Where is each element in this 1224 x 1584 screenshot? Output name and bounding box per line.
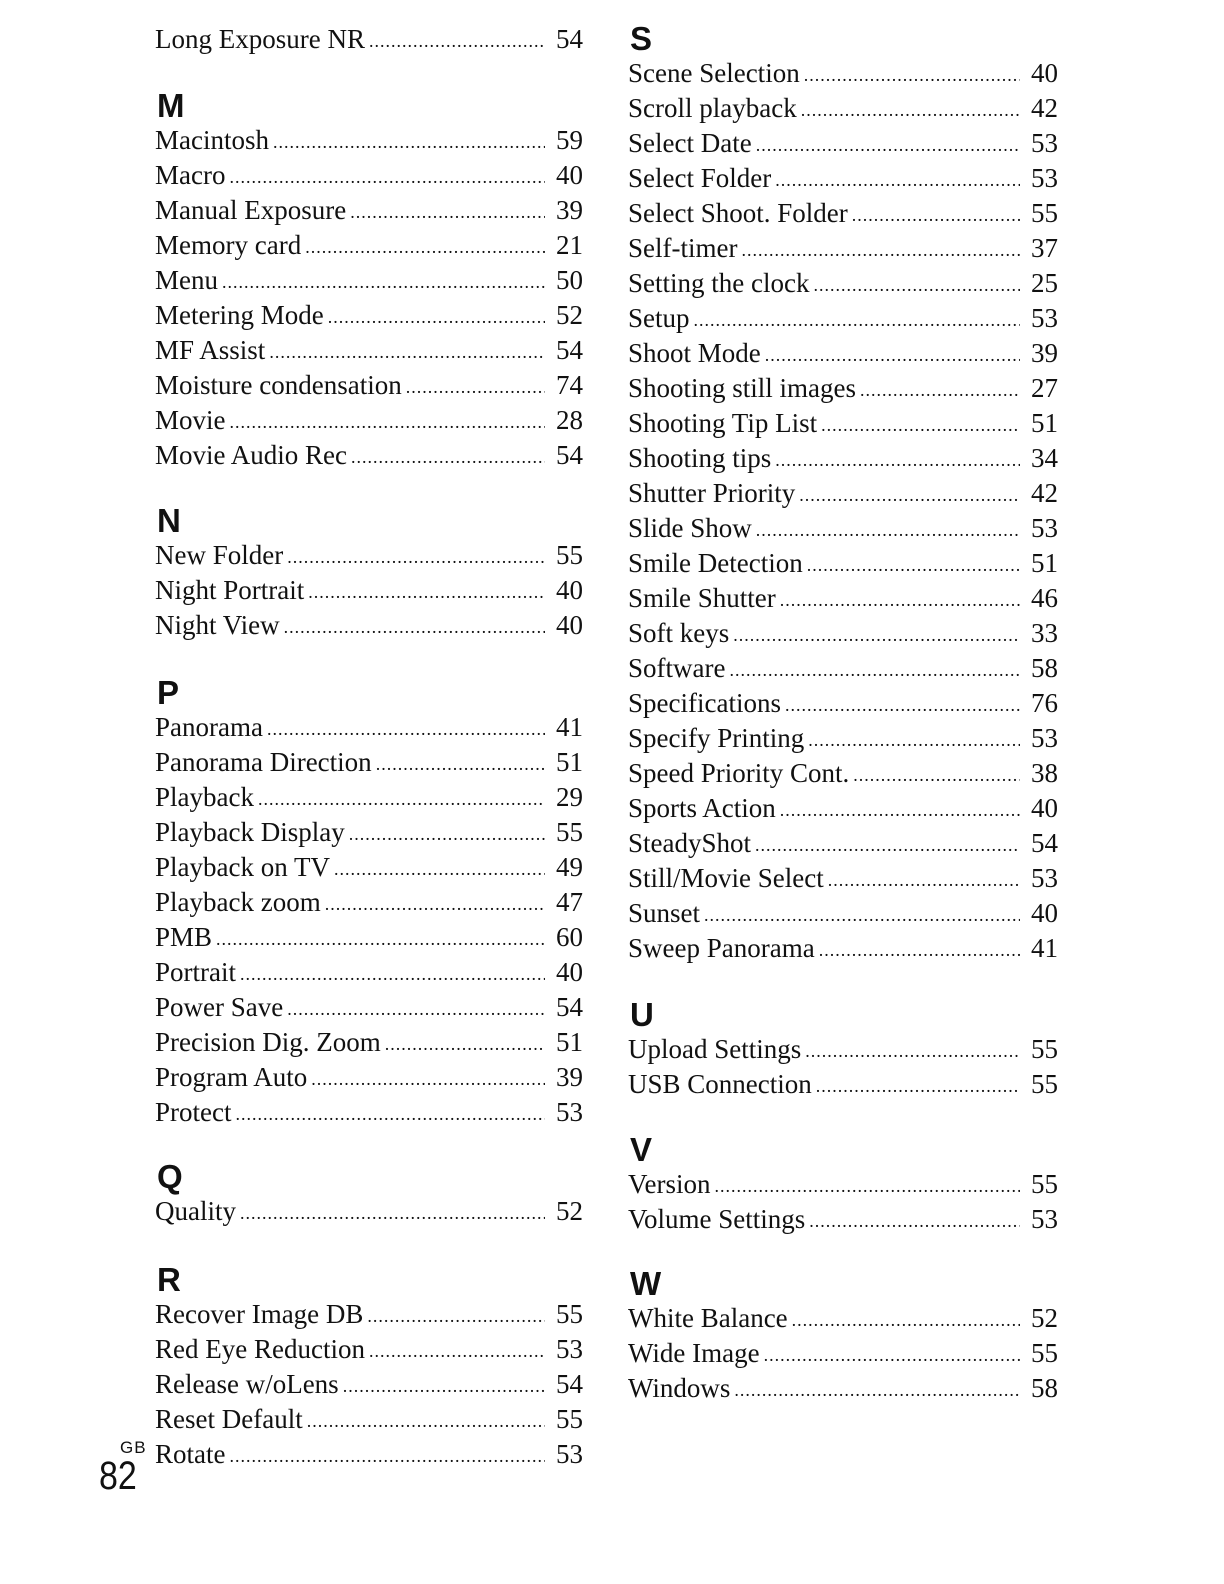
index-page-ref: 55 <box>1031 198 1058 228</box>
index-term: Scene Selection <box>628 58 800 88</box>
index-term: Memory card <box>155 230 302 260</box>
index-entry <box>628 651 1058 686</box>
index-page-ref: 40 <box>556 957 583 987</box>
index-page-ref: 41 <box>556 712 583 742</box>
index-term: Select Folder <box>628 163 772 193</box>
index-entry <box>628 791 1058 826</box>
index-entry <box>628 1301 1058 1336</box>
index-term: Metering Mode <box>155 300 324 330</box>
index-entry <box>155 438 583 473</box>
index-term: Smile Detection <box>628 548 803 578</box>
dot-leader <box>780 793 1020 828</box>
dot-leader <box>369 24 545 59</box>
index-entry <box>628 721 1058 756</box>
dot-leader <box>369 1334 545 1369</box>
index-entry <box>155 1297 583 1332</box>
index-term: Setup <box>628 303 690 333</box>
index-entry <box>628 1202 1058 1237</box>
index-letter-heading: N <box>157 502 181 539</box>
dot-leader <box>853 758 1020 793</box>
index-page-ref: 74 <box>556 370 583 400</box>
dot-leader <box>729 653 1020 688</box>
index-page-ref: 51 <box>1031 408 1058 438</box>
index-entry <box>628 861 1058 896</box>
index-page-ref: 53 <box>1031 128 1058 158</box>
index-entry <box>155 920 583 955</box>
index-section <box>628 1133 1058 1237</box>
index-section <box>155 89 583 473</box>
dot-leader <box>828 863 1020 898</box>
index-term: Version <box>628 1169 711 1199</box>
index-term: Night View <box>155 610 280 640</box>
index-term: Still/Movie Select <box>628 863 824 893</box>
dot-leader <box>792 1303 1020 1338</box>
index-column-left <box>155 22 583 1472</box>
index-page-ref: 39 <box>556 1062 583 1092</box>
index-entry <box>155 573 583 608</box>
dot-leader <box>780 583 1020 618</box>
index-term: Program Auto <box>155 1062 308 1092</box>
index-entry <box>628 91 1058 126</box>
index-page-ref: 27 <box>1031 373 1058 403</box>
index-term: Reset Default <box>155 1404 303 1434</box>
dot-leader <box>733 618 1020 653</box>
index-letter-heading: Q <box>157 1158 183 1195</box>
index-term: Panorama Direction <box>155 747 372 777</box>
index-entry <box>155 1095 583 1130</box>
index-page-ref: 55 <box>1031 1034 1058 1064</box>
dot-leader <box>852 198 1020 233</box>
index-page-ref: 28 <box>556 405 583 435</box>
index-page-ref: 42 <box>1031 478 1058 508</box>
dot-leader <box>808 723 1020 758</box>
index-page-ref: 54 <box>556 335 583 365</box>
index-term: New Folder <box>155 540 284 570</box>
index-entry <box>155 1402 583 1437</box>
dot-leader <box>349 817 545 852</box>
index-entry <box>155 538 583 573</box>
index-entry <box>628 56 1058 91</box>
dot-leader <box>308 575 545 610</box>
index-page-ref: 34 <box>1031 443 1058 473</box>
index-page-ref: 53 <box>556 1334 583 1364</box>
index-term: Shutter Priority <box>628 478 796 508</box>
dot-leader <box>230 405 546 440</box>
dot-leader <box>258 782 545 817</box>
index-term: Shooting still images <box>628 373 857 403</box>
dot-leader <box>860 373 1020 408</box>
index-term: Specify Printing <box>628 723 805 753</box>
index-page-ref: 55 <box>1031 1069 1058 1099</box>
dot-leader <box>764 1338 1020 1373</box>
index-entry <box>155 1060 583 1095</box>
dot-leader <box>799 478 1020 513</box>
index-page-ref: 54 <box>556 992 583 1022</box>
index-entry <box>628 511 1058 546</box>
dot-leader <box>755 828 1020 863</box>
index-page-ref: 54 <box>556 1369 583 1399</box>
index-column-right <box>628 22 1058 1406</box>
index-entry <box>155 263 583 298</box>
index-page-ref: 40 <box>1031 898 1058 928</box>
index-term: Red Eye Reduction <box>155 1334 365 1364</box>
dot-leader <box>756 128 1020 163</box>
dot-leader <box>216 922 545 957</box>
index-term: Protect <box>155 1097 232 1127</box>
index-term: Manual Exposure <box>155 195 347 225</box>
dot-leader <box>804 58 1020 93</box>
index-page-ref: 49 <box>556 852 583 882</box>
index-page-ref: 40 <box>556 610 583 640</box>
index-entry <box>155 403 583 438</box>
index-section <box>155 1263 583 1472</box>
dot-leader <box>287 540 545 575</box>
index-entry <box>628 756 1058 791</box>
index-term: Select Date <box>628 128 752 158</box>
index-entry <box>628 441 1058 476</box>
index-page-ref: 53 <box>1031 513 1058 543</box>
dot-leader <box>694 303 1020 338</box>
index-page-ref: 39 <box>1031 338 1058 368</box>
index-term: Setting the clock <box>628 268 810 298</box>
index-page-ref: 33 <box>1031 618 1058 648</box>
index-page-ref: 53 <box>1031 1204 1058 1234</box>
dot-leader <box>307 1404 545 1439</box>
dot-leader <box>734 1373 1020 1408</box>
index-term: Night Portrait <box>155 575 305 605</box>
index-term: Shoot Mode <box>628 338 761 368</box>
dot-leader <box>813 268 1020 303</box>
dot-leader <box>351 440 545 475</box>
index-entry <box>155 368 583 403</box>
index-entry <box>628 196 1058 231</box>
index-term: Select Shoot. Folder <box>628 198 848 228</box>
index-entry <box>155 850 583 885</box>
index-entry <box>628 1067 1058 1102</box>
index-entry <box>628 616 1058 651</box>
index-term: Sports Action <box>628 793 776 823</box>
index-term: Shooting Tip List <box>628 408 818 438</box>
index-letter-heading: R <box>157 1261 181 1298</box>
index-page-ref: 39 <box>556 195 583 225</box>
index-entry <box>628 1032 1058 1067</box>
index-entry <box>155 333 583 368</box>
index-letter-heading: S <box>630 20 653 57</box>
index-term: Power Save <box>155 992 284 1022</box>
index-term: Recover Image DB <box>155 1299 364 1329</box>
index-entry <box>628 1371 1058 1406</box>
index-entry <box>155 815 583 850</box>
index-letter-heading: V <box>630 1131 653 1168</box>
index-term: Long Exposure NR <box>155 24 365 54</box>
index-term: Windows <box>628 1373 731 1403</box>
index-entry <box>628 336 1058 371</box>
index-page-ref: 54 <box>556 24 583 54</box>
dot-leader <box>765 338 1020 373</box>
index-page-ref: 37 <box>1031 233 1058 263</box>
index-term: Release w/oLens <box>155 1369 339 1399</box>
dot-leader <box>367 1299 545 1334</box>
index-term: Movie <box>155 405 226 435</box>
index-term: Precision Dig. Zoom <box>155 1027 381 1057</box>
dot-leader <box>222 265 545 300</box>
index-term: Volume Settings <box>628 1204 806 1234</box>
index-page-ref: 55 <box>556 540 583 570</box>
index-term: Macro <box>155 160 226 190</box>
dot-leader <box>305 230 545 265</box>
index-term: Sweep Panorama <box>628 933 815 963</box>
index-term: MF Assist <box>155 335 266 365</box>
index-term: Slide Show <box>628 513 752 543</box>
dot-leader <box>328 300 545 335</box>
index-page-ref: 51 <box>556 1027 583 1057</box>
index-page-ref: 53 <box>1031 303 1058 333</box>
index-letter-heading: P <box>157 674 180 711</box>
dot-leader <box>775 443 1020 478</box>
dot-leader <box>819 933 1020 968</box>
index-entry <box>628 266 1058 301</box>
index-page-ref: 53 <box>1031 863 1058 893</box>
index-page-ref: 40 <box>556 575 583 605</box>
index-letter-heading: M <box>157 87 185 124</box>
index-term: Portrait <box>155 957 236 987</box>
index-term: Quality <box>155 1196 236 1226</box>
index-page-ref: 25 <box>1031 268 1058 298</box>
index-page-ref: 40 <box>1031 58 1058 88</box>
index-letter-heading: W <box>630 1265 662 1302</box>
index-entry <box>628 826 1058 861</box>
index-page-ref: 53 <box>556 1439 583 1469</box>
index-term: Specifications <box>628 688 781 718</box>
index-entry <box>628 301 1058 336</box>
dot-leader <box>229 160 545 195</box>
index-entry <box>155 710 583 745</box>
dot-leader <box>704 898 1020 933</box>
dot-leader <box>406 370 545 405</box>
index-entry <box>155 885 583 920</box>
index-page-ref: 38 <box>1031 758 1058 788</box>
index-section <box>155 1160 583 1229</box>
index-entry <box>628 231 1058 266</box>
index-entry <box>155 608 583 643</box>
index-page-ref: 52 <box>556 1196 583 1226</box>
dot-leader <box>801 93 1020 128</box>
index-term: USB Connection <box>628 1069 812 1099</box>
index-page-ref: 59 <box>556 125 583 155</box>
index-page-ref: 55 <box>556 1404 583 1434</box>
dot-leader <box>267 712 545 747</box>
dot-leader <box>785 688 1020 723</box>
index-entry <box>155 1194 583 1229</box>
dot-leader <box>240 1196 545 1231</box>
dot-leader <box>343 1369 545 1404</box>
index-page-ref: 51 <box>556 747 583 777</box>
index-page-ref: 54 <box>1031 828 1058 858</box>
dot-leader <box>325 887 545 922</box>
index-entry <box>155 955 583 990</box>
index-term: Playback Display <box>155 817 345 847</box>
index-section <box>628 22 1058 966</box>
index-term: Menu <box>155 265 218 295</box>
index-entry <box>628 1167 1058 1202</box>
index-entry <box>628 686 1058 721</box>
index-term: Smile Shutter <box>628 583 776 613</box>
index-entry <box>628 371 1058 406</box>
index-term: Moisture condensation <box>155 370 402 400</box>
index-page-ref: 47 <box>556 887 583 917</box>
index-term: Sunset <box>628 898 701 928</box>
dot-leader <box>311 1062 545 1097</box>
index-section <box>628 998 1058 1102</box>
index-page-ref: 53 <box>1031 163 1058 193</box>
index-entry <box>155 745 583 780</box>
dot-leader <box>229 1439 545 1474</box>
dot-leader <box>240 957 545 992</box>
index-page-ref: 52 <box>1031 1303 1058 1333</box>
index-entry <box>628 476 1058 511</box>
index-page-ref: 55 <box>556 1299 583 1329</box>
index-entry <box>628 126 1058 161</box>
dot-leader <box>809 1204 1020 1239</box>
index-term: Macintosh <box>155 125 269 155</box>
index-page-ref: 29 <box>556 782 583 812</box>
dot-leader <box>334 852 545 887</box>
index-entry <box>155 298 583 333</box>
index-page-ref: 58 <box>1031 653 1058 683</box>
index-page-ref: 53 <box>556 1097 583 1127</box>
index-term: Shooting tips <box>628 443 772 473</box>
dot-leader <box>756 513 1020 548</box>
index-page-ref: 60 <box>556 922 583 952</box>
region-code: GB <box>120 1438 147 1457</box>
dot-leader <box>273 125 545 160</box>
index-term: White Balance <box>628 1303 788 1333</box>
index-term: Playback on TV <box>155 852 330 882</box>
index-term: Playback zoom <box>155 887 321 917</box>
index-entry <box>628 161 1058 196</box>
index-page-ref: 50 <box>556 265 583 295</box>
dot-leader <box>821 408 1020 443</box>
index-page-ref: 76 <box>1031 688 1058 718</box>
index-page-ref: 55 <box>556 817 583 847</box>
index-page-ref: 54 <box>556 440 583 470</box>
index-entry <box>155 1437 583 1472</box>
index-term: Panorama <box>155 712 263 742</box>
index-term: Wide Image <box>628 1338 760 1368</box>
dot-leader <box>235 1097 545 1132</box>
page-number: 82 <box>99 1454 137 1498</box>
dot-leader <box>775 163 1020 198</box>
index-section <box>155 504 583 643</box>
index-term: Movie Audio Rec <box>155 440 347 470</box>
dot-leader <box>287 992 545 1027</box>
index-entry <box>155 193 583 228</box>
index-page-ref: 21 <box>556 230 583 260</box>
index-entry <box>155 1367 583 1402</box>
index-entry <box>155 1332 583 1367</box>
index-entry <box>155 228 583 263</box>
index-entry <box>628 406 1058 441</box>
dot-leader <box>350 195 545 230</box>
index-page-ref: 55 <box>1031 1169 1058 1199</box>
index-term: PMB <box>155 922 213 952</box>
index-page-ref: 58 <box>1031 1373 1058 1403</box>
index-entry <box>628 1336 1058 1371</box>
dot-leader <box>807 548 1020 583</box>
index-letter-heading: U <box>630 996 654 1033</box>
index-term: Speed Priority Cont. <box>628 758 850 788</box>
index-page-ref: 51 <box>1031 548 1058 578</box>
index-page-ref: 41 <box>1031 933 1058 963</box>
index-lead-entries <box>155 22 583 57</box>
index-page-ref: 40 <box>556 160 583 190</box>
dot-leader <box>284 610 545 645</box>
index-section <box>628 1267 1058 1406</box>
index-entry <box>628 581 1058 616</box>
index-entry <box>155 123 583 158</box>
index-entry <box>155 158 583 193</box>
dot-leader <box>376 747 545 782</box>
index-term: Playback <box>155 782 254 812</box>
index-page-ref: 42 <box>1031 93 1058 123</box>
dot-leader <box>816 1069 1020 1104</box>
index-term: Rotate <box>155 1439 226 1469</box>
index-entry <box>628 896 1058 931</box>
index-page-ref: 52 <box>556 300 583 330</box>
index-entry <box>628 931 1058 966</box>
index-term: Upload Settings <box>628 1034 802 1064</box>
index-entry <box>155 22 583 57</box>
index-term: SteadyShot <box>628 828 752 858</box>
index-term: Self-timer <box>628 233 738 263</box>
index-page-ref: 40 <box>1031 793 1058 823</box>
index-entry <box>628 546 1058 581</box>
index-page-ref: 53 <box>1031 723 1058 753</box>
index-page-ref: 55 <box>1031 1338 1058 1368</box>
index-entry <box>155 1025 583 1060</box>
index-term: Scroll playback <box>628 93 797 123</box>
index-term: Soft keys <box>628 618 730 648</box>
dot-leader <box>805 1034 1020 1069</box>
dot-leader <box>715 1169 1021 1204</box>
index-entry <box>155 990 583 1025</box>
dot-leader <box>385 1027 545 1062</box>
index-section <box>155 676 583 1130</box>
index-term: Software <box>628 653 726 683</box>
index-page-ref: 46 <box>1031 583 1058 613</box>
dot-leader <box>269 335 545 370</box>
dot-leader <box>741 233 1020 268</box>
index-entry <box>155 780 583 815</box>
